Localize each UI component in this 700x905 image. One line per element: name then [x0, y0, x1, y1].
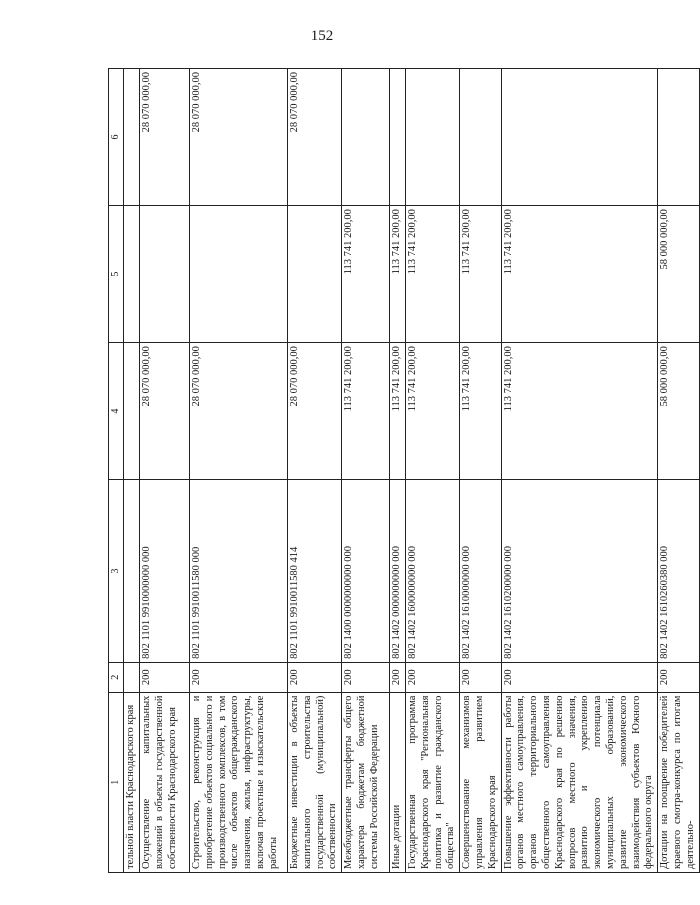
- table-row: [501, 69, 658, 873]
- row-name: Совершенствование механизмов управления развитием Краснодарского края: [460, 692, 501, 872]
- row-name: Строительство, реконструкция и приобретение объектов социального и производственного комплексов, в том числе объектов общегражданского назначения, жилья, инфраструктуры, включая проектные и изыскательские работы: [189, 692, 287, 872]
- row-name: Осуществление капитальных вложений в объекты государственной собственности Краснодарского края: [139, 692, 189, 872]
- row-value-6: 28 070 000,00: [139, 69, 189, 206]
- table-row: [124, 69, 140, 873]
- row-name: Дотации на поощрение победителей краевого смотра-конкурса по итогам деятельно-: [658, 692, 699, 872]
- row-value-6: [460, 69, 501, 206]
- table-row: [342, 69, 390, 873]
- row-value-5: 113 741 200,00: [501, 206, 658, 343]
- row-value-4: 113 741 200,00: [460, 343, 501, 480]
- header-col-1: 1: [109, 692, 124, 872]
- row-col2: 200: [405, 662, 459, 692]
- row-col2: [124, 662, 140, 692]
- row-value-6: 28 070 000,00: [287, 69, 341, 206]
- row-value-4: 28 070 000,00: [287, 343, 341, 480]
- row-code: 802 1101 9910011580 414: [287, 480, 341, 663]
- row-code: 802 1400 0000000000 000: [342, 480, 390, 663]
- table-header-row: [109, 69, 124, 873]
- row-value-4: 28 070 000,00: [189, 343, 287, 480]
- row-col2: 200: [342, 662, 390, 692]
- row-value-4: 113 741 200,00: [390, 343, 406, 480]
- row-code: 802 1101 9910011580 000: [189, 480, 287, 663]
- row-value-6: [124, 69, 140, 206]
- row-name: Повышение эффективности работы органов местного самоуправления, органов территориального общественного самоуправления Краснодарского края по решению вопросов местного значения, развитию и укреплению экономического потенциала муниципальных образований, развитие экономического взаимодействия субъектов Южного федерального округа: [501, 692, 658, 872]
- row-name: тельной власти Краснодарского края: [124, 692, 140, 872]
- row-code: 802 1402 1610200000 000: [501, 480, 658, 663]
- row-value-6: [658, 69, 699, 206]
- row-value-6: 28 070 000,00: [189, 69, 287, 206]
- row-value-6: [405, 69, 459, 206]
- row-value-5: 113 741 200,00: [342, 206, 390, 343]
- page-number: 152: [310, 28, 334, 44]
- table-row: [139, 69, 189, 873]
- budget-table-container: [108, 68, 696, 873]
- table-row: [405, 69, 459, 873]
- row-value-6: [501, 69, 658, 206]
- table-row: [189, 69, 287, 873]
- row-name: Бюджетные инвестиции в объекты капитального строительства государственной (муниципальной) собственности: [287, 692, 341, 872]
- table-row: [287, 69, 341, 873]
- row-name: Государственная программа Краснодарского края "Региональная политика и развитие гражданского общества": [405, 692, 459, 872]
- header-col-5: 5: [109, 206, 124, 343]
- row-col2: 200: [189, 662, 287, 692]
- row-value-5: [189, 206, 287, 343]
- row-code: 802 1402 1610000000 000: [460, 480, 501, 663]
- row-value-4: 58 000 000,00: [658, 343, 699, 480]
- row-value-4: 28 070 000,00: [139, 343, 189, 480]
- row-value-4: 113 741 200,00: [405, 343, 459, 480]
- table-row: [390, 69, 406, 873]
- row-name: Иные дотации: [390, 692, 406, 872]
- header-col-6: 6: [109, 69, 124, 206]
- header-col-2: 2: [109, 662, 124, 692]
- row-value-4: 113 741 200,00: [501, 343, 658, 480]
- header-col-3: 3: [109, 480, 124, 663]
- row-value-5: [287, 206, 341, 343]
- row-value-5: 113 741 200,00: [405, 206, 459, 343]
- row-code: 802 1402 1610260380 000: [658, 480, 699, 663]
- row-col2: 200: [658, 662, 699, 692]
- row-value-4: [124, 343, 140, 480]
- row-value-6: [390, 69, 406, 206]
- row-col2: 200: [460, 662, 501, 692]
- table-row: [658, 69, 699, 873]
- row-code: 802 1101 9910000000 000: [139, 480, 189, 663]
- row-value-5: [124, 206, 140, 343]
- row-name: Межбюджетные трансферты общего характера бюджетам бюджетной системы Российской Федерации: [342, 692, 390, 872]
- budget-table: [108, 68, 700, 873]
- header-col-4: 4: [109, 343, 124, 480]
- row-code: [124, 480, 140, 663]
- row-value-5: 58 000 000,00: [658, 206, 699, 343]
- row-value-5: 113 741 200,00: [390, 206, 406, 343]
- row-code: 802 1402 1600000000 000: [405, 480, 459, 663]
- row-value-5: 113 741 200,00: [460, 206, 501, 343]
- row-value-4: 113 741 200,00: [342, 343, 390, 480]
- table-row: [460, 69, 501, 873]
- row-code: 802 1402 0000000000 000: [390, 480, 406, 663]
- row-col2: 200: [287, 662, 341, 692]
- row-col2: 200: [501, 662, 658, 692]
- row-col2: 200: [139, 662, 189, 692]
- row-value-6: [342, 69, 390, 206]
- row-col2: 200: [390, 662, 406, 692]
- row-value-5: [139, 206, 189, 343]
